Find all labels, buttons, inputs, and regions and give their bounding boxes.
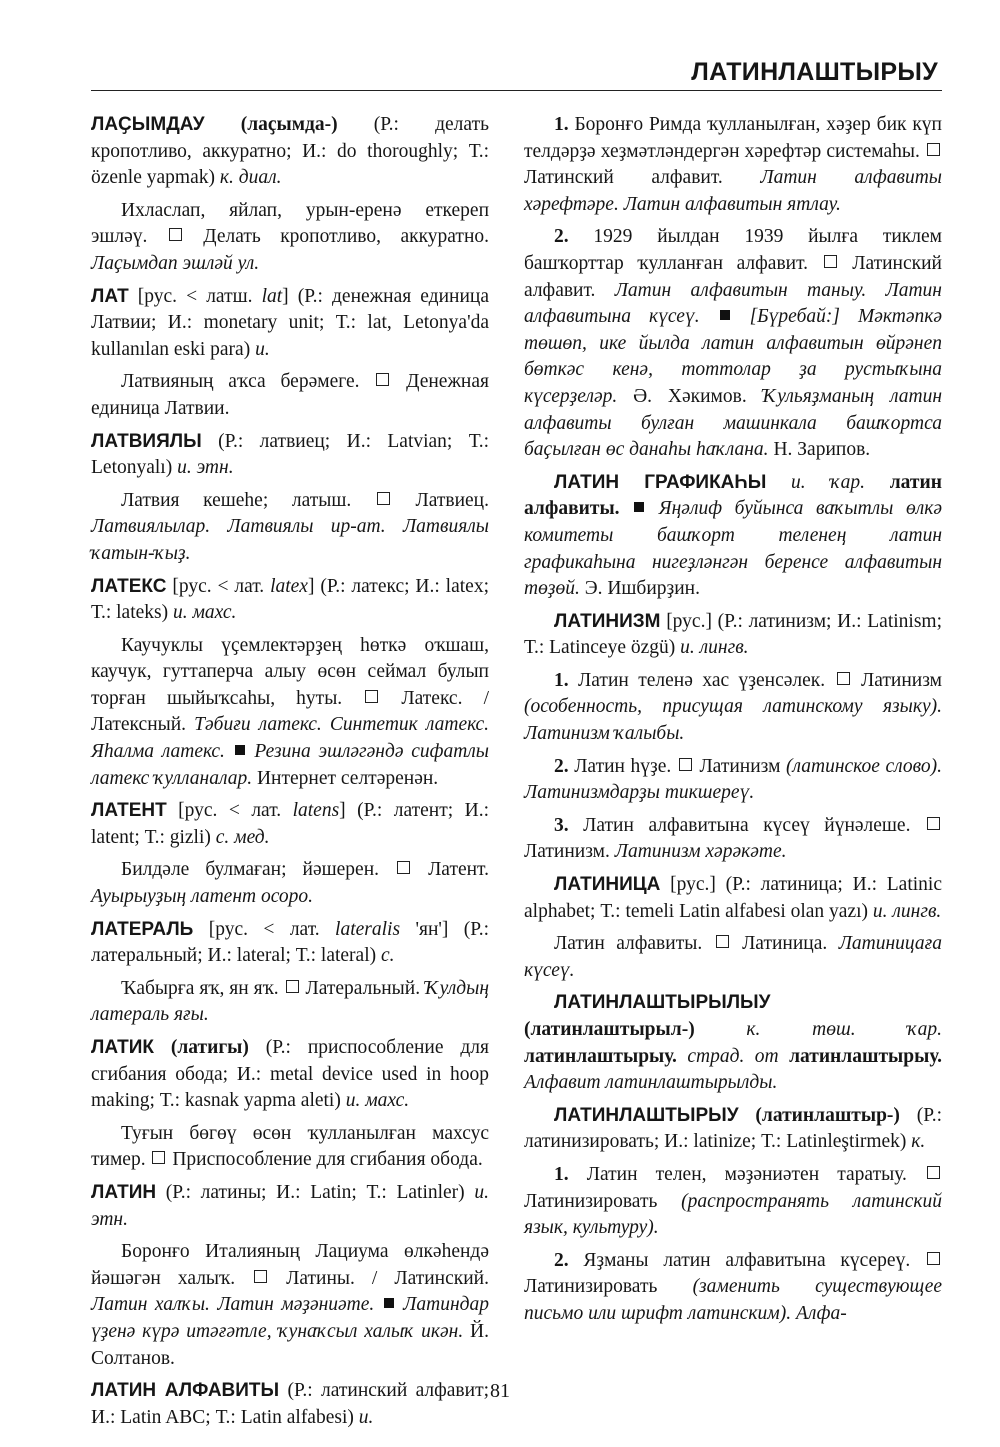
entry-lateks — [91, 574, 489, 627]
entry-text: (латинское слово). Латинизмдарҙы тикшереү. — [524, 755, 942, 804]
entry-text: Латинизировать — [524, 1276, 693, 1298]
entry-text: к. диал. — [219, 167, 282, 189]
entry-text: Латин һүҙе. — [568, 755, 677, 777]
entry-text: Туғын бөгөү өсөн ҡулланылған махсус тимер. — [91, 1122, 489, 1171]
example-marker-square-icon — [235, 745, 245, 755]
russian-equivalent-box-icon — [286, 980, 299, 993]
entry-lateks-ex — [91, 633, 489, 793]
entry-text: (Р.: приспособление для сгибания обода; И.: metal device used in hoop making; Т.: kasnak yapma aleti) — [91, 1037, 489, 1112]
entry-text: ] (Р.: латент; И.: latent; Т.: gizli) — [91, 800, 490, 848]
entry-text: (лаҫымда-) — [204, 114, 374, 135]
headword: ЛАТИНЛАШТЫРЫУ — [554, 1104, 739, 1126]
russian-equivalent-box-icon — [824, 255, 837, 268]
entry-text: Резина эшләгәндә сифатлы латекс ҡулланалар. — [91, 741, 490, 789]
entry-text: Латекс. / Латексный. — [91, 687, 489, 736]
entry-text: Й. Солтанов. — [91, 1320, 489, 1369]
russian-equivalent-box-icon — [376, 373, 389, 386]
russian-equivalent-box-icon — [679, 758, 692, 771]
entry-text: (Р.: латины; И.: Latin; Т.: Latinler) — [156, 1181, 475, 1203]
entry-text: Боронғо Римда ҡулланылған, хәҙер бик күп телдәрҙә хеҙмәтләндергән хәрефтәр системаһы. — [524, 114, 942, 162]
entry-text: и. — [255, 338, 270, 360]
entry-text: Латинизм хәрәкәте. — [614, 841, 787, 863]
entry-text: Н. Зарипов. — [768, 439, 871, 461]
entry-text: Ҡабырға яҡ, ян яҡ. — [121, 977, 284, 999]
entry-text: 2. — [554, 755, 569, 777]
russian-equivalent-box-icon — [254, 1270, 267, 1283]
entry-la-1 — [524, 112, 942, 218]
entry-latent — [91, 798, 489, 851]
headword: ЛАТИНЛАШТЫРЫЛЫУ — [554, 992, 771, 1014]
headword: ЛАТИНИЗМ — [554, 610, 661, 632]
entry-text: латинлаштырыу. — [524, 1045, 677, 1067]
entry-text: [рус. < лат. — [166, 800, 293, 822]
entry-latinlashtyryu-2 — [524, 1248, 942, 1328]
page-number: 81 — [490, 1380, 510, 1402]
right-column — [524, 112, 942, 1334]
headword: ЛАТЕРАЛЬ — [91, 918, 194, 940]
left-column — [91, 112, 489, 1437]
entry-text: Латент. — [412, 859, 489, 881]
headword: ЛАТВИЯЛЫ — [91, 430, 202, 452]
entry-latin — [91, 1180, 489, 1233]
entry-text: Интернет селтәренән. — [252, 767, 439, 789]
entry-text — [620, 498, 633, 519]
entry-text: lateralis — [335, 918, 401, 940]
entry-text: Денежная единица Латвии. — [91, 371, 489, 419]
entry-text: Яңәлиф буйынса ваҡытлы өлкә комитеты башҡорт теленең латин графикаһына нигеҙләнгән беренсе алфавитын төҙөй. — [524, 498, 943, 600]
entry-text: и. махс. — [172, 602, 237, 624]
entry-text: Латвия кешеһе; латыш. — [121, 489, 375, 511]
headword: ЛАТИНИЦА — [554, 874, 661, 896]
entry-text: Ихласлап, яйлап, урын-еренә еткереп эшләү. — [91, 199, 489, 248]
entry-text: Латин алфавитына күсеү йүнәлеше. — [568, 814, 925, 836]
entry-latviyaly — [91, 429, 489, 482]
entry-text: Ҡулдың латераль яғы. — [91, 977, 489, 1026]
entry-text: к. төш. ҡар. — [746, 1019, 942, 1040]
entry-text: страд. от — [676, 1045, 779, 1067]
entry-lateral-ex — [91, 976, 489, 1029]
entry-text: Латин теленә хас үҙенсәлек. — [568, 669, 835, 691]
entry-latinizm — [524, 609, 942, 662]
entry-text: 1. — [554, 669, 569, 691]
entry-text: Боронғо Италияның Лациума өлкәһендә йәшәгән халыҡ. — [91, 1241, 489, 1289]
entry-text: Ҡульяҙманың латин алфавиты булған машинкала башҡортса баҫылған өс данаһы һаҡлана. — [524, 385, 942, 461]
entry-text: Латинизм — [693, 755, 787, 777]
entry-latent-ex — [91, 857, 489, 910]
entry-text: (заменить существующее письмо или шрифт латинским). Алфа- — [524, 1276, 942, 1324]
entry-text: Латин алфавиты. — [554, 933, 714, 955]
entry-text: и. этн. — [177, 457, 234, 479]
entry-text: Э. Ишбирҙин. — [579, 578, 700, 600]
entry-text: Билдәле булмаған; йәшерен. — [121, 859, 396, 881]
entry-text: Делать кропотливо, аккуратно. — [183, 226, 489, 248]
entry-text: [рус.] (Р.: латинизм; И.: Latinism; Т.: Latinceye özgü) — [524, 610, 942, 659]
entry-text: Латиница. — [730, 933, 839, 955]
entry-text: ] (Р.: денежная единица Латвии; И.: monetary unit; Т.: lat, Letonya'da kullanılan eski para) — [91, 285, 489, 360]
entry-text: Латвиец. — [391, 489, 489, 511]
entry-text: Латинский алфавит. — [524, 252, 942, 301]
entry-text: (распространять латинский язык, культуру). — [524, 1190, 942, 1239]
entry-text: Латвияның аҡса берәмеге. — [121, 371, 375, 393]
entry-text: 3. — [554, 814, 569, 836]
entry-text: и. этн. — [91, 1181, 489, 1230]
entry-text: Латин алфавиты хәрефтәре. Латин алфавитын ятлау. — [524, 167, 942, 215]
entry-text: (Р.: делать кропотливо, аккуратно; И.: do thoroughly; Т.: özenle yapmak) — [91, 114, 489, 189]
russian-equivalent-box-icon — [152, 1151, 165, 1164]
headword: ЛАТ — [91, 285, 129, 307]
entry-lasymdau-ex — [91, 198, 489, 278]
entry-text: Латиндар үҙенә күрә итәғәтле, ҡунаҡсыл халыҡ икән. — [91, 1294, 489, 1342]
entry-text: Латинизм — [851, 669, 942, 691]
russian-equivalent-box-icon — [365, 690, 378, 703]
entry-text: ] (Р.: латекс; И.: latex; Т.: lateks) — [91, 575, 489, 624]
entry-text: 'ян'] (Р.: латеральный; И.: lateral; Т.: lateral) — [91, 918, 489, 967]
entry-latinlashtyryu-1 — [524, 1162, 942, 1242]
headword: ЛАТИН АЛФАВИТЫ — [91, 1380, 280, 1402]
entry-text: (латинлаштырыл-) — [524, 1019, 747, 1040]
entry-text: Ә. Хәкимов. — [617, 385, 763, 407]
russian-equivalent-box-icon — [927, 143, 940, 156]
entry-text: к. — [911, 1131, 926, 1153]
running-header — [91, 54, 942, 91]
russian-equivalent-box-icon — [716, 935, 729, 948]
headword: ЛАТЕНТ — [91, 800, 167, 822]
example-marker-square-icon — [634, 502, 644, 512]
entry-text: Латин алфавитын таныу. Латин алфавитына күсеү. — [524, 279, 942, 328]
entry-text: (латигы) — [153, 1037, 266, 1058]
entry-latin-grafikahy — [524, 470, 942, 603]
entry-text: и. лингв. — [872, 900, 942, 922]
entry-latinlashtyrylyu — [524, 990, 942, 1096]
entry-text: Латинизм. — [524, 841, 615, 863]
entry-text: [рус. < лат. — [193, 918, 336, 940]
entry-lasymdau — [91, 112, 489, 192]
entry-text: Приспособление для сгибания обода. — [167, 1149, 483, 1171]
entry-latin-ex — [91, 1239, 489, 1372]
russian-equivalent-box-icon — [377, 492, 390, 505]
entry-text: latens — [292, 800, 340, 822]
entry-text: [Бүребай:] Мәктәпкә төшөп, ике йылда латин алфавитын өйрәнеп бөткәс кенә, тоттолар ҙа рустыҡына күсерҙеләр. — [524, 306, 942, 407]
entry-text: Яҙманы латин алфавитына күсереү. — [568, 1249, 925, 1271]
entry-text: [рус. < латш. — [128, 285, 262, 307]
entry-text: Латины. / Латинский. — [269, 1267, 489, 1289]
entry-lat — [91, 284, 489, 364]
headword: ЛАТЕКС — [91, 575, 167, 597]
entry-text: Латин халҡы. Латин мәҙәниәте. — [91, 1294, 382, 1316]
entry-text: (латинлаштыр-) — [738, 1104, 917, 1126]
entry-latik — [91, 1035, 489, 1115]
entry-text: и. махс. — [345, 1090, 410, 1112]
example-marker-square-icon — [720, 310, 730, 320]
entry-text: 2. — [554, 226, 569, 248]
headword: ЛАТИН — [91, 1181, 157, 1203]
russian-equivalent-box-icon — [927, 817, 940, 830]
entry-latinizm-2 — [524, 754, 942, 807]
entry-text: [рус.] (Р.: латиница; И.: Latinic alphabet; Т.: temeli Latin alfabesi olan yazı) — [524, 874, 942, 922]
entry-text: и. — [358, 1406, 374, 1428]
entry-latinitsa-ex — [524, 931, 942, 984]
entry-text: и. лингв. — [680, 637, 749, 659]
entry-text: (Р.: латинский алфавит; И.: Latin ABC; Т.: Latin alfabesi) — [91, 1380, 490, 1428]
entry-text: Алфавит латинлаштырылды. — [524, 1072, 778, 1094]
entry-text: латин алфавиты. — [524, 471, 942, 520]
entry-text: Ауырыуҙың латент осоро. — [91, 886, 314, 908]
entry-latik-ex — [91, 1121, 489, 1174]
entry-latinlashtyryu — [524, 1103, 942, 1156]
entry-text: 2. — [554, 1249, 569, 1271]
russian-equivalent-box-icon — [169, 228, 182, 241]
entry-text: латинлаштырыу. — [778, 1045, 942, 1067]
entry-latinizm-1 — [524, 668, 942, 748]
entry-text: 1929 йылдан 1939 йылға тиклем башҡорттар ҡулланған алфавит. — [524, 226, 942, 274]
entry-la-2 — [524, 224, 942, 463]
headword: ЛАТИН ГРАФИКАҺЫ — [554, 471, 767, 493]
entry-text: (особенность, присущая латинскому языку). Латинизм ҡалыбы. — [524, 696, 942, 745]
entry-text: Латинизировать — [524, 1190, 682, 1212]
entry-text: Латин телен, мәҙәниәтен таратыу. — [568, 1163, 925, 1185]
entry-text: Каучуклы үҫемлектәрҙең һөткә оҡшаш, каучук, гуттаперча алыу өсөн сеймал булып торған шыйыҡсаһы, һуты. — [91, 634, 489, 709]
entry-text: и. ҡар. — [766, 471, 866, 493]
russian-equivalent-box-icon — [837, 672, 850, 685]
russian-equivalent-box-icon — [927, 1252, 940, 1265]
russian-equivalent-box-icon — [397, 861, 410, 874]
example-marker-square-icon — [384, 1298, 394, 1308]
entry-lat-ex — [91, 369, 489, 422]
entry-text: (Р.: латвиец; И.: Latvian; Т.: Letonyalı) — [91, 430, 489, 479]
entry-latinitsa — [524, 872, 942, 925]
entry-text: с. — [381, 945, 395, 967]
entry-text: 1. — [554, 1163, 569, 1185]
entry-latviyaly-ex — [91, 488, 489, 568]
running-head-title: ЛАТИНЛАШТЫРЫУ — [691, 58, 938, 86]
entry-lateral — [91, 917, 489, 970]
entry-text: [рус. < лат. — [166, 575, 271, 597]
entry-text: Латиницаға күсеү. — [524, 933, 942, 981]
entry-text: Латеральный. — [300, 977, 425, 999]
entry-text: с. мед. — [215, 826, 270, 848]
russian-equivalent-box-icon — [927, 1166, 940, 1179]
entry-latinizm-3 — [524, 813, 942, 866]
entry-text: (Р.: латинизировать; И.: latinize; Т.: Latinleştirmek) — [524, 1104, 942, 1153]
entry-text: Лаҫымдап эшләй ул. — [91, 252, 260, 274]
entry-text: lat — [261, 285, 283, 307]
headword: ЛАТИК — [91, 1037, 154, 1058]
headword: ЛАҪЫМДАУ — [91, 114, 205, 135]
entry-text: Латинский алфавит. — [524, 167, 761, 189]
entry-text: 1. — [554, 114, 569, 135]
entry-text: Латвиялылар. Латвиялы ир-ат. Латвиялы ҡатын-ҡыҙ. — [91, 516, 489, 564]
entry-text: latex — [270, 575, 308, 597]
entry-text: Тәбиғи латекс. Синтетик латекс. Яһалма латекс. — [91, 714, 490, 763]
